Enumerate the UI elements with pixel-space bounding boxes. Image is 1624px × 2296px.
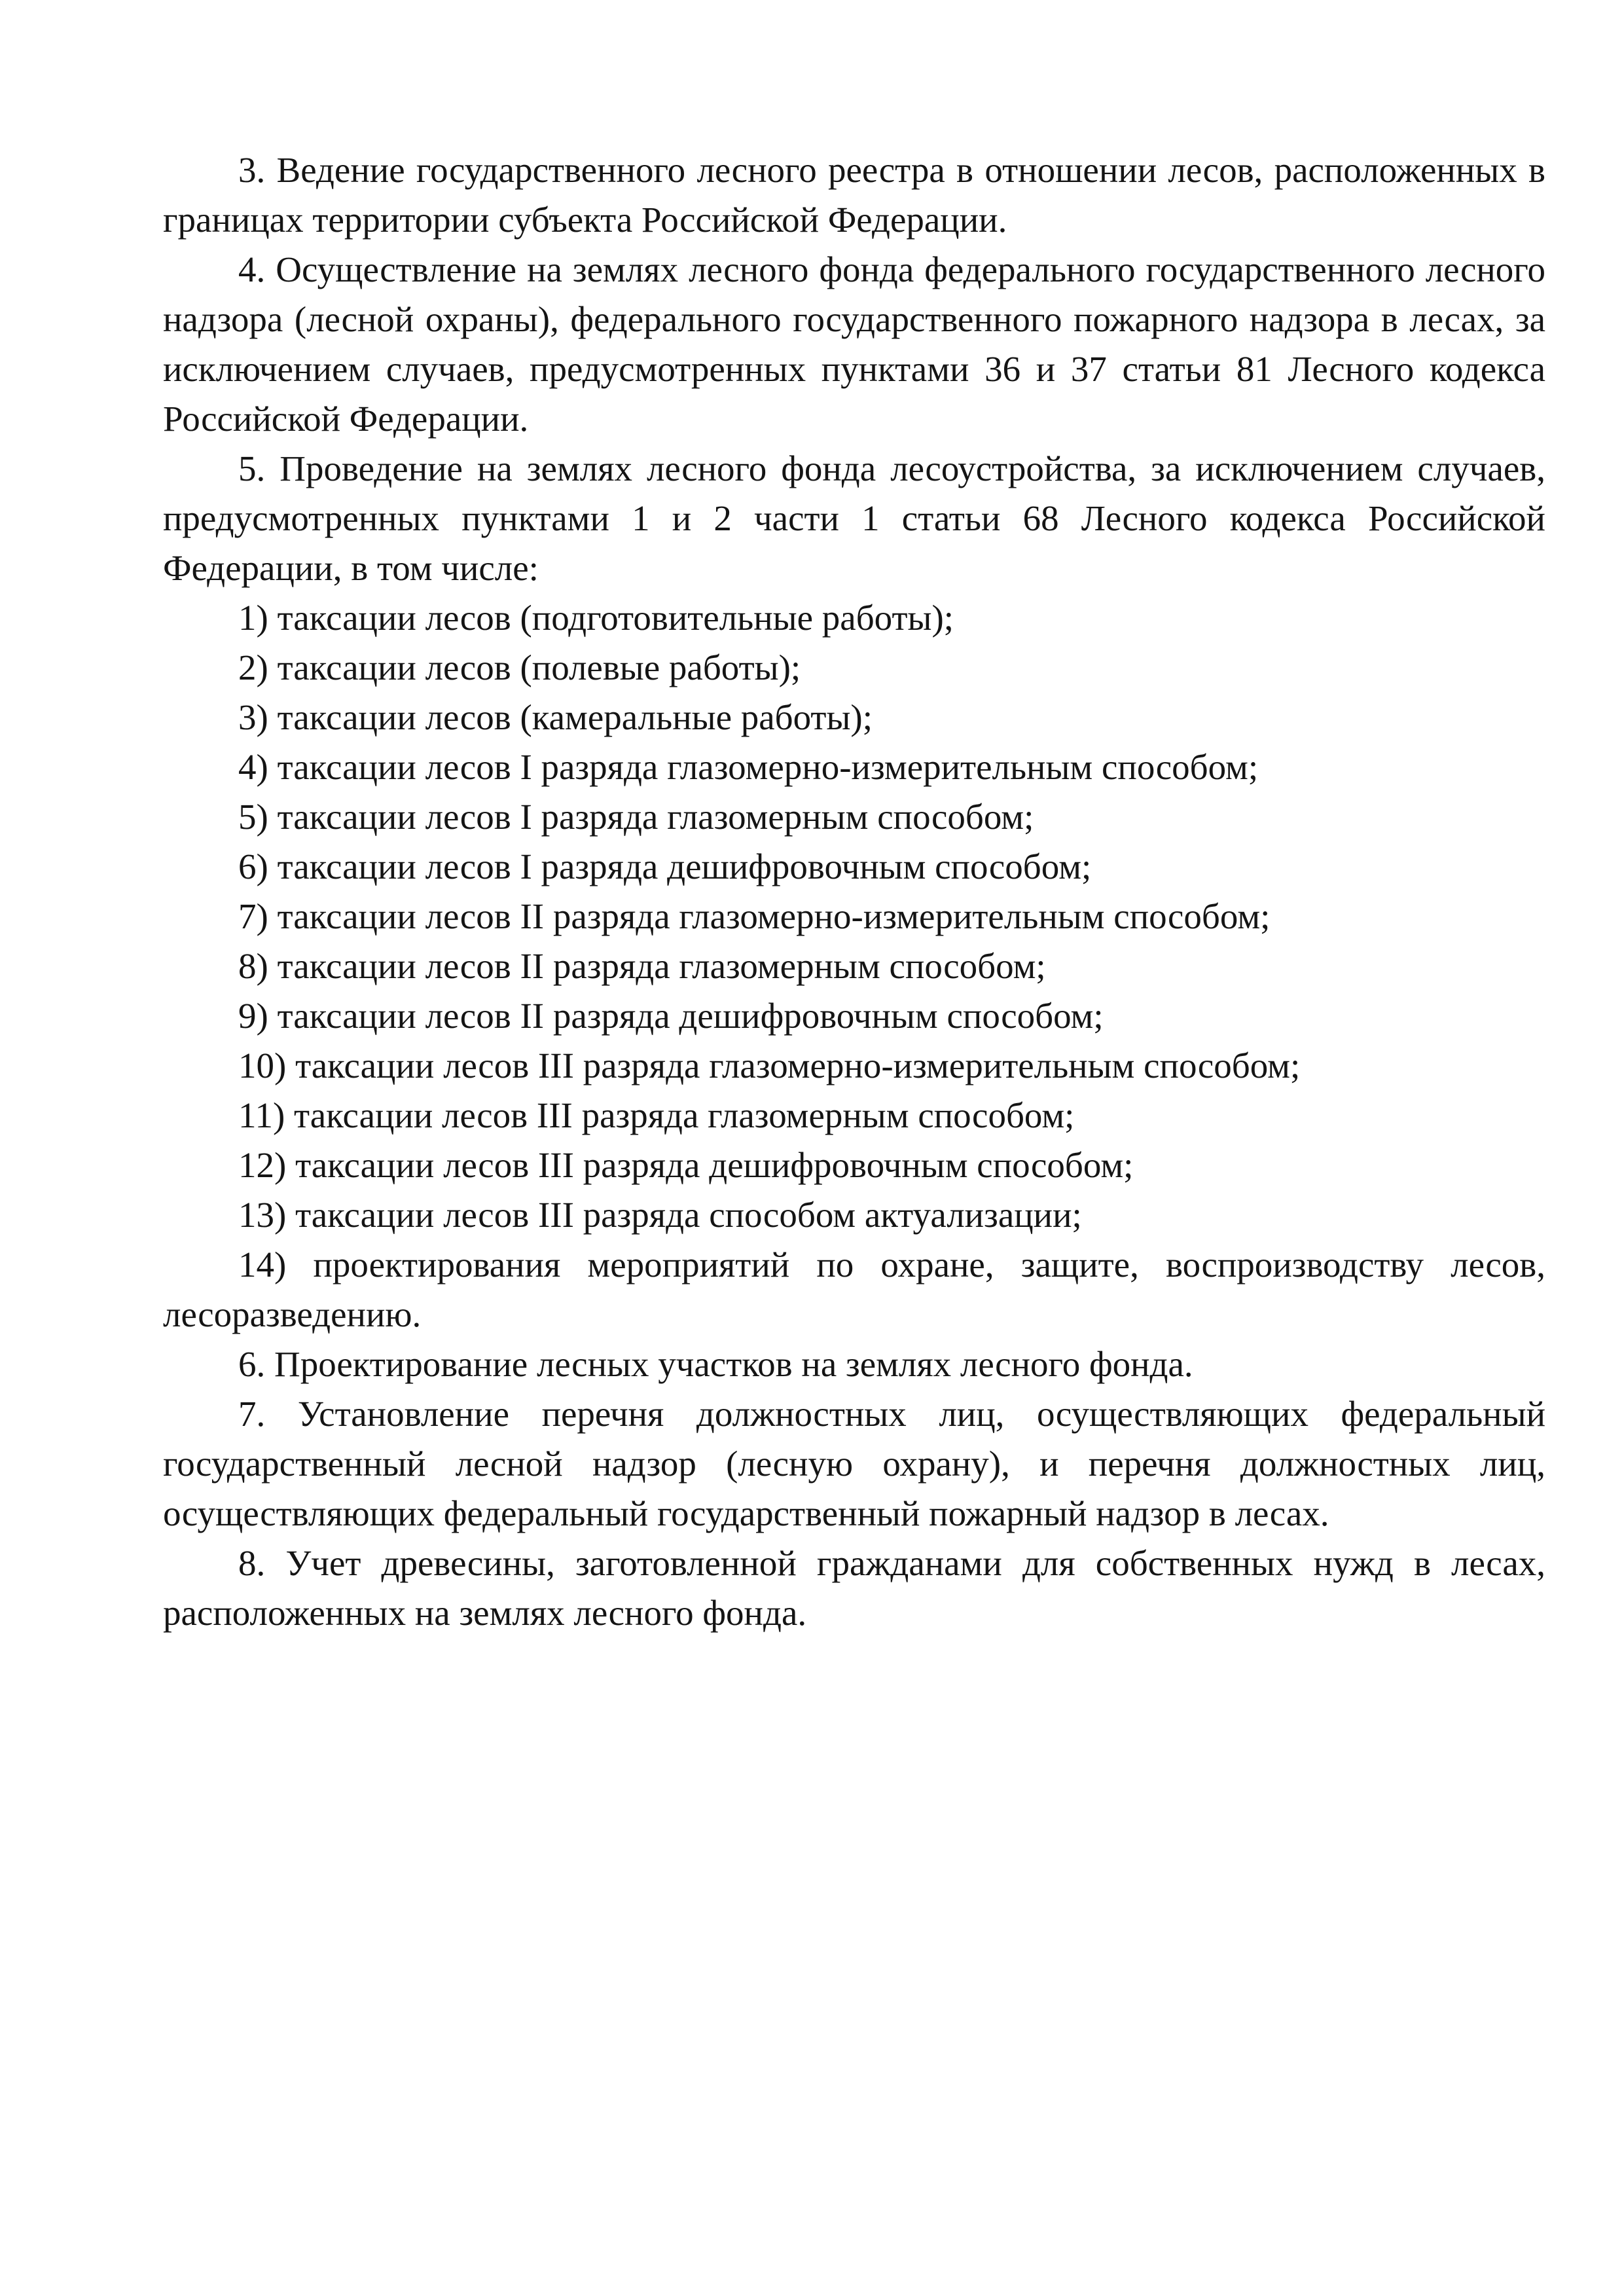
subitem-11: 11) таксации лесов III разряда глазомерным способом; [238,1095,1075,1135]
paragraph-7: 7. Установление перечня должностных лиц, осуществляющих федеральный государственный лесной надзор (лесную охрану), и перечня должностных лиц, осуществляющих федеральный государственный пожарный надзор в лесах. [163,1394,1545,1533]
subitem-1: 1) таксации лесов (подготовительные работы); [238,598,954,638]
subitem-4: 4) таксации лесов I разряда глазомерно-измерительным способом; [238,747,1259,787]
paragraph-5: 5. Проведение на землях лесного фонда лесоустройства, за исключением случаев, предусмотренных пунктами 1 и 2 части 1 статьи 68 Лесного кодекса Российской Федерации, в том числе: [163,448,1545,588]
subitem-2: 2) таксации лесов (полевые работы); [238,647,801,687]
subitem-7: 7) таксации лесов II разряда глазомерно-измерительным способом; [238,896,1271,936]
subitem-3: 3) таксации лесов (камеральные работы); [238,697,873,737]
paragraph-6: 6. Проектирование лесных участков на землях лесного фонда. [238,1344,1193,1384]
document-body [163,145,1545,1638]
subitem-9: 9) таксации лесов II разряда дешифровочным способом; [238,996,1104,1036]
subitem-14: 14) проектирования мероприятий по охране, защите, воспроизводству лесов, лесоразведению. [163,1245,1545,1334]
subitem-8: 8) таксации лесов II разряда глазомерным способом; [238,946,1046,986]
subitem-13: 13) таксации лесов III разряда способом актуализации; [238,1195,1082,1235]
subitem-5: 5) таксации лесов I разряда глазомерным способом; [238,797,1034,837]
subitem-6: 6) таксации лесов I разряда дешифровочным способом; [238,847,1092,886]
paragraph-4: 4. Осуществление на землях лесного фонда федерального государственного лесного надзора (лесной охраны), федерального государственного пожарного надзора в лесах, за исключением случаев, предусмотренных пунктами 36 и 37 статьи 81 Лесного кодекса Российской Федерации. [163,249,1545,439]
subitem-12: 12) таксации лесов III разряда дешифровочным способом; [238,1145,1134,1185]
subitem-10: 10) таксации лесов III разряда глазомерно-измерительным способом; [238,1046,1301,1085]
paragraph-8: 8. Учет древесины, заготовленной гражданами для собственных нужд в лесах, расположенных на землях лесного фонда. [163,1543,1545,1633]
paragraph-3: 3. Ведение государственного лесного реестра в отношении лесов, расположенных в границах территории субъекта Российской Федерации. [163,150,1545,240]
